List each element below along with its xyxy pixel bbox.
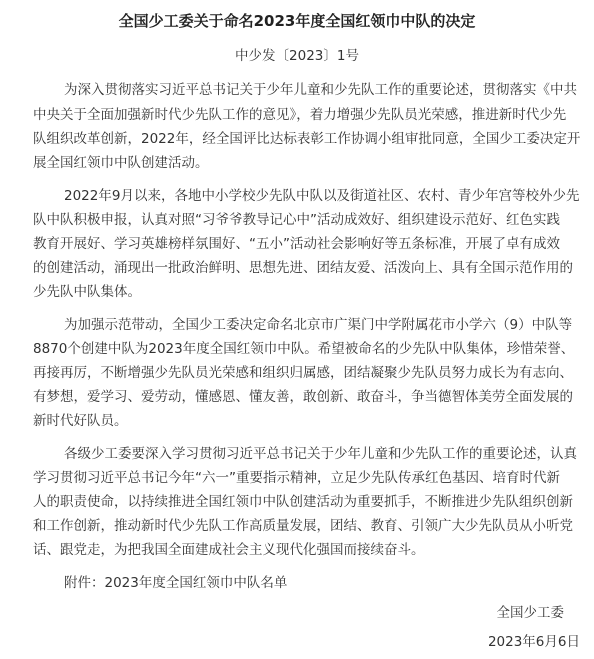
document-title: 全国少工委关于命名2023年度全国红领巾中队的决定 [118, 12, 476, 30]
document-date: 2023年6月6日 [487, 634, 580, 650]
document-number: 中少发〔2023〕1号 [235, 48, 359, 64]
paragraph-line: 教育开展好、学习英雄榜样氛围好、“五小”活动社会影响好等五条标准，开展了卓有成效 [33, 236, 560, 252]
paragraph-line: 话、跟党走，为把我国全面建成社会主义现代化强国而接续奋斗。 [33, 542, 425, 558]
paragraph-line: 队中队积极申报，认真对照“习爷爷教导记心中”活动成效好、组织建设示范好、红色实践 [33, 212, 560, 228]
paragraph-line: 少先队中队集体。 [33, 284, 141, 300]
paragraph-line: 新时代好队员。 [33, 413, 128, 429]
signature: 全国少工委 [496, 605, 564, 621]
attachment-note: 附件：2023年度全国红领巾中队名单 [64, 575, 288, 591]
paragraph-line: 学习贯彻习近平总书记今年“六一”重要指示精神，立足少先队传承红色基因、培育时代新 [33, 470, 560, 486]
paragraph-line: 为加强示范带动，全国少工委决定命名北京市广渠门中学附属花市小学六（9）中队等 [64, 317, 573, 333]
paragraph-line: 和工作创新，推动新时代少先队工作高质量发展，团结、教育、引领广大少先队员从小听党 [33, 518, 573, 534]
paragraph-line: 队组织改革创新，2022年，经全国评比达标表彰工作协调小组审批同意，全国少工委决定开 [33, 131, 581, 147]
paragraph-line: 8870个创建中队为2023年度全国红领巾中队。希望被命名的少先队中队集体，珍惜荣誉、 [33, 341, 575, 357]
paragraph-line: 人的职责使命，以持续推进全国红领巾中队创建活动为重要抓手，不断推进少先队组织创新 [33, 494, 573, 510]
paragraph-line: 再接再厉，不断增强少先队员光荣感和组织归属感，团结凝聚少先队员努力成长为有志向、 [33, 365, 573, 381]
paragraph-line: 为深入贯彻落实习近平总书记关于少年儿童和少先队工作的重要论述，贯彻落实《中共 [64, 82, 577, 98]
paragraph-line: 的创建活动，涌现出一批政治鲜明、思想先进、团结友爱、活泼向上、具有全国示范作用的 [33, 260, 573, 276]
paragraph-line: 中央关于全面加强新时代少先队工作的意见》，着力增强少先队员光荣感，推进新时代少先 [33, 107, 567, 123]
paragraph-line: 各级少工委要深入学习贯彻习近平总书记关于少年儿童和少先队工作的重要论述，认真 [64, 446, 577, 462]
paragraph-line: 有梦想，爱学习、爱劳动，懂感恩、懂友善，敢创新、敢奋斗，争当德智体美劳全面发展的 [33, 389, 573, 405]
paragraph-line: 展全国红领巾中队创建活动。 [33, 155, 209, 171]
paragraph-line: 2022年9月以来，各地中小学校少先队中队以及街道社区、农村、青少年宫等校外少先 [64, 188, 580, 204]
